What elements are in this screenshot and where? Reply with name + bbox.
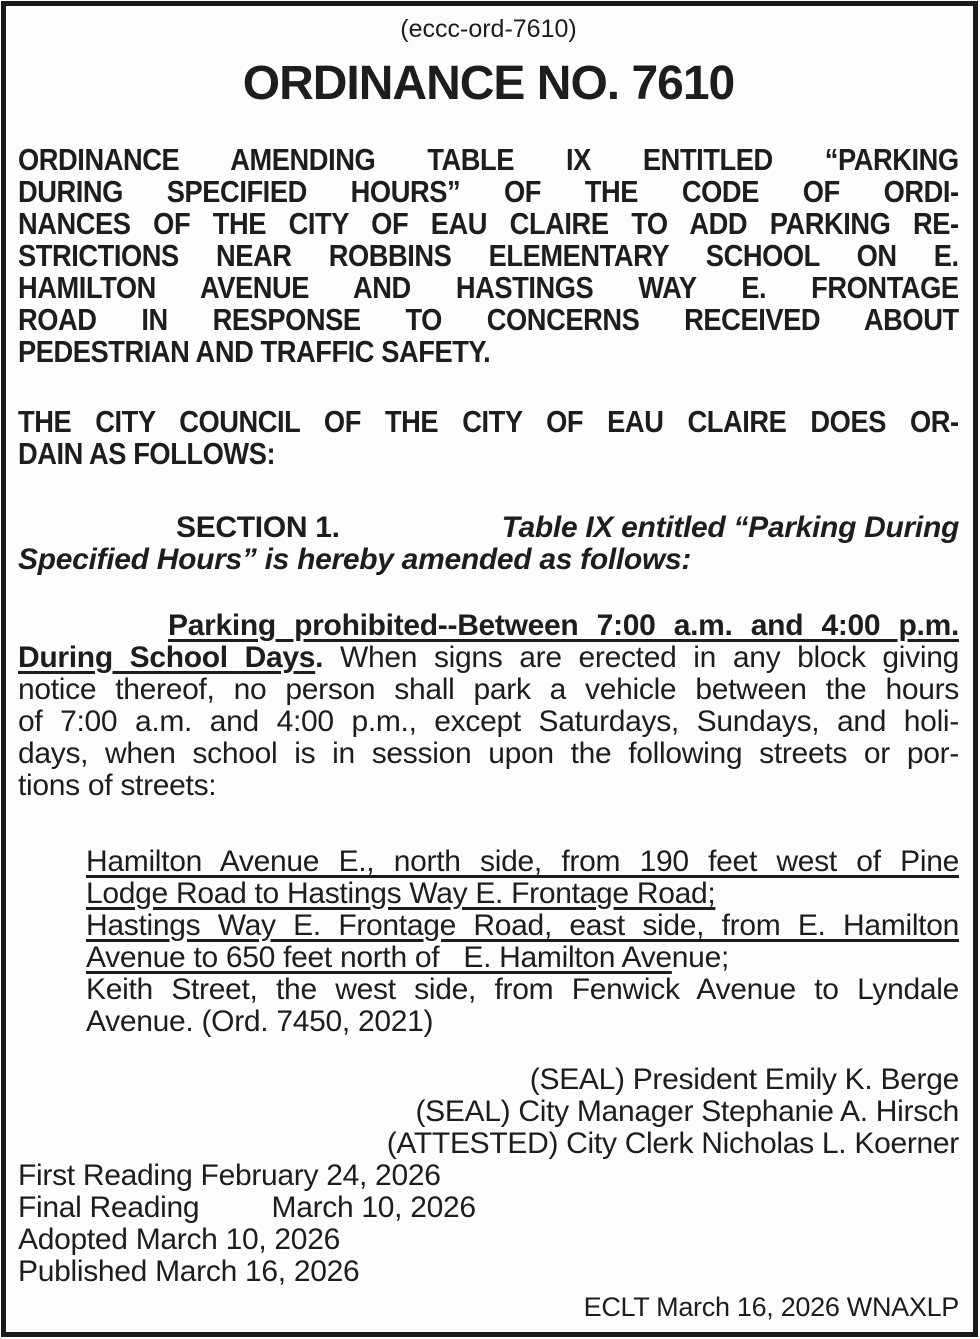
preamble-paragraph bbox=[18, 144, 959, 368]
ordinance-title: ORDINANCE NO. 7610 bbox=[242, 57, 735, 110]
preamble-line: ROAD IN RESPONSE TO CONCERNS RECEIVED ABOUT bbox=[18, 302, 959, 337]
parking-heading-line2: During School Days. When signs are erected in any block giving bbox=[18, 641, 959, 674]
section1-label: SECTION 1. bbox=[176, 511, 340, 544]
signature-line-city-manager: (SEAL) City Manager Stephanie A. Hirsch bbox=[415, 1095, 959, 1128]
street-entry-hastings-line2: Avenue to 650 feet north of E. Hamilton Avenue; bbox=[86, 941, 729, 974]
parking-heading-line1: Parking prohibited--Between 7:00 a.m. and 4:00 p.m. bbox=[168, 609, 959, 642]
preamble-line: ORDINANCE AMENDING TABLE IX ENTITLED “PARKING bbox=[18, 142, 959, 177]
section1-paragraph bbox=[18, 512, 959, 576]
preamble-line: STRICTIONS NEAR ROBBINS ELEMENTARY SCHOOL ON E. bbox=[18, 238, 959, 273]
section1-intro-line1: Table IX entitled “Parking During bbox=[501, 511, 959, 544]
preamble-line: NANCES OF THE CITY OF EAU CLAIRE TO ADD PARKING RE- bbox=[18, 206, 959, 241]
ordain-line: THE CITY COUNCIL OF THE CITY OF EAU CLAIRE DOES OR- bbox=[18, 404, 959, 439]
section1-line1 bbox=[18, 512, 959, 544]
ordain-line: DAIN AS FOLLOWS: bbox=[18, 436, 276, 471]
signature-line-president: (SEAL) President Emily K. Berge bbox=[529, 1063, 959, 1096]
parking-body-line: of 7:00 a.m. and 4:00 p.m., except Saturdays, Sundays, and holi- bbox=[18, 705, 959, 738]
reading-line-published: Published March 16, 2026 bbox=[18, 1255, 360, 1288]
readings-block bbox=[18, 1160, 959, 1288]
street-entry-keith-line2: Avenue. (Ord. 7450, 2021) bbox=[86, 1005, 434, 1038]
reading-line-first: First Reading February 24, 2026 bbox=[18, 1159, 441, 1192]
preamble-line: PEDESTRIAN AND TRAFFIC SAFETY. bbox=[18, 334, 491, 369]
street-entry-hamilton-line2: Lodge Road to Hastings Way E. Frontage Road; bbox=[86, 877, 716, 910]
streets-list bbox=[18, 846, 959, 1038]
signature-line-city-clerk: (ATTESTED) City Clerk Nicholas L. Koerner bbox=[386, 1127, 959, 1160]
publication-footer: ECLT March 16, 2026 WNAXLP bbox=[583, 1292, 959, 1322]
parking-paragraph bbox=[18, 610, 959, 802]
street-entry-keith-line1: Keith Street, the west side, from Fenwick Avenue to Lyndale bbox=[86, 973, 959, 1006]
section1-intro-line2: Specified Hours” is hereby amended as follows: bbox=[18, 543, 692, 576]
parking-body-line: days, when school is in session upon the following streets or por- bbox=[18, 737, 959, 770]
street-entry-hamilton-line1: Hamilton Avenue E., north side, from 190 feet west of Pine bbox=[86, 845, 959, 878]
ordain-paragraph bbox=[18, 406, 959, 470]
reading-line-adopted: Adopted March 10, 2026 bbox=[18, 1223, 340, 1256]
reading-line-final: Final Reading March 10, 2026 bbox=[18, 1191, 476, 1224]
preamble-line: HAMILTON AVENUE AND HASTINGS WAY E. FRONTAGE bbox=[18, 270, 959, 305]
notice-code-line: (eccc-ord-7610) bbox=[400, 15, 577, 43]
parking-body-line: notice thereof, no person shall park a vehicle between the hours bbox=[18, 673, 959, 706]
street-entry-hastings-line1: Hastings Way E. Frontage Road, east side, from E. Hamilton bbox=[86, 909, 959, 942]
notice-border-frame bbox=[1, 1, 978, 1337]
parking-body-line: tions of streets: bbox=[18, 769, 217, 802]
preamble-line: DURING SPECIFIED HOURS” OF THE CODE OF ORDI- bbox=[18, 174, 959, 209]
signatures-block bbox=[18, 1064, 959, 1160]
